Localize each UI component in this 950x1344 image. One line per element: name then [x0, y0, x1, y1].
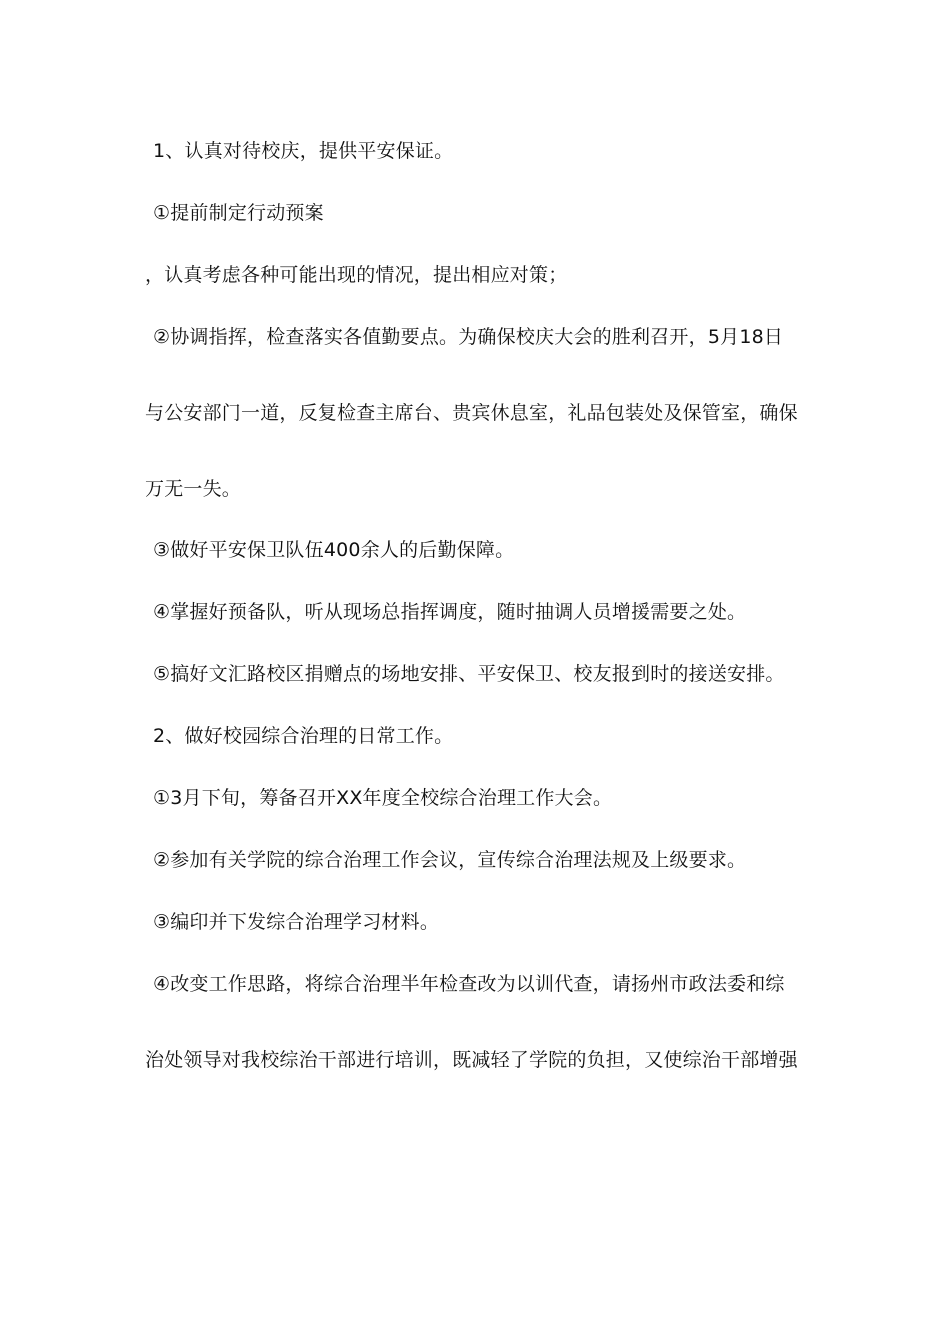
item-1-1: ①提前制定行动预案 [153, 202, 324, 224]
item-1-2-continuation: 与公安部门一道，反复检查主席台、贵宾休息室，礼品包装处及保管室，确保 [145, 402, 798, 424]
item-2-4-continuation: 治处领导对我校综治干部进行培训，既减轻了学院的负担，又使综治干部增强 [145, 1049, 798, 1071]
item-2-2: ②参加有关学院的综合治理工作会议，宣传综合治理法规及上级要求。 [153, 849, 747, 871]
item-1-2: ②协调指挥，检查落实各值勤要点。为确保校庆大会的胜利召开，5月18日 [153, 326, 784, 348]
item-1-1-continuation: ，认真考虑各种可能出现的情况，提出相应对策； [145, 264, 568, 286]
item-1-4: ④掌握好预备队，听从现场总指挥调度，随时抽调人员增援需要之处。 [153, 601, 747, 623]
item-1-5: ⑤搞好文汇路校区捐赠点的场地安排、平安保卫、校友报到时的接送安排。 [153, 663, 785, 685]
item-1-2-continuation-2: 万无一失。 [145, 478, 242, 500]
item-2-4: ④改变工作思路，将综合治理半年检查改为以训代查，请扬州市政法委和综 [153, 973, 785, 995]
item-2-3: ③编印并下发综合治理学习材料。 [153, 911, 440, 933]
item-2-1: ①3月下旬，筹备召开XX年度全校综合治理工作大会。 [153, 787, 613, 809]
item-1-3: ③做好平安保卫队伍400余人的后勤保障。 [153, 539, 515, 561]
section-heading-2: 2、做好校园综合治理的日常工作。 [153, 725, 454, 747]
section-heading-1: 1、认真对待校庆，提供平安保证。 [153, 140, 454, 162]
